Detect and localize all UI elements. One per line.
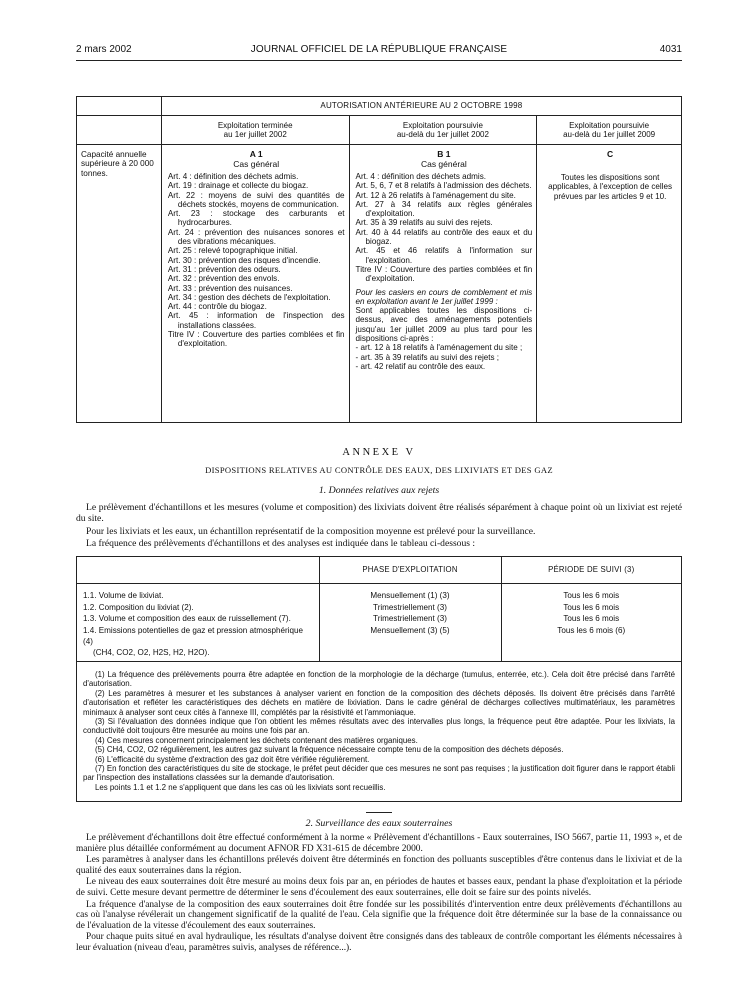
article-item: Art. 4 : définition des déchets admis. <box>355 172 487 181</box>
dash-item: - art. 35 à 39 relatifs au suivi des rejets ; <box>355 352 500 362</box>
note: (5) CH4, CO2, O2 régulièrement, les autres gaz suivant la fréquence nécessaire compte tenu de la composition des déchets déposés. <box>95 745 564 755</box>
article-item: Art. 4 : définition des déchets admis. <box>167 172 299 181</box>
separator-rule <box>366 812 392 813</box>
note: (3) Si l'évaluation des données indique que l'on obtient les mêmes résultats avec des intervalles plus longs, la fréquence peut être adaptée. Pour les lixiviats, la conductivité doit toujours être mesurée au moins une fois par an. <box>83 717 675 736</box>
paragraph: Le prélèvement d'échantillons doit être effectué conformément à la norme « Prélèvement d'échantillons - Eaux souterraines, ISO 5667, partie 11, 1993 », et de manière plus détaillée conformément au document AFNOR FD X31-615 de décembre 2000. <box>76 833 682 854</box>
note: (1) La fréquence des prélèvements pourra être adaptée en fonction de la morphologie de la décharge (tumulus, enterrée, etc.). Cela doit être précisé dans l'arrêté d'autorisation. <box>83 669 675 689</box>
cell-b-dash-list <box>356 343 533 371</box>
phase-values <box>319 584 501 662</box>
article-item: Art. 45 et 46 relatifs à l'information sur l'exploitation. <box>355 246 533 265</box>
row-label: 1.1. Volume de lixiviat. <box>83 591 164 600</box>
table-title: AUTORISATION ANTÉRIEURE AU 2 OCTOBRE 1998 <box>161 97 681 116</box>
section-1-body <box>76 502 682 551</box>
article-item: Art. 32 : prévention des envols. <box>167 274 280 284</box>
article-item: Art. 19 : drainage et collecte du biogaz. <box>167 181 309 191</box>
suivi-values <box>501 584 681 662</box>
paragraph: Pour chaque puits situé en aval hydraulique, les résultats d'analyse doivent être consignés dans des tableaux de contrôle comportant les éléments nécessaires à leur évaluation (niveau d'eau, paramètres suivis, analyses de référence...). <box>76 932 682 953</box>
article-item: Art. 25 : relevé topographique initial. <box>167 246 298 256</box>
cell-c-text: Toutes les dispositions sont applicables, à l'exception de celles prévues par les articles 9 et 10. <box>548 173 673 201</box>
col-header-phase: PHASE D'EXPLOITATION <box>319 557 501 584</box>
phase-value: Mensuellement (3) (5) <box>370 625 450 635</box>
cell-b-code: B 1 <box>437 149 451 159</box>
article-item: Art. 12 à 26 relatifs à l'aménagement du site. <box>355 190 516 200</box>
article-item: Art. 23 : stockage des carburants et hydrocarbures. <box>167 209 345 228</box>
journal-title: JOURNAL OFFICIEL DE LA RÉPUBLIQUE FRANÇAISE <box>250 44 508 55</box>
col-header-c: Exploitation poursuivie au-delà du 1er juillet 2009 <box>537 116 682 145</box>
page-number: 4031 <box>659 44 682 55</box>
col-header-b: Exploitation poursuivie au-delà du 1er juillet 2002 <box>349 116 537 145</box>
col-header-a: Exploitation terminée au 1er juillet 2002 <box>161 116 349 145</box>
section-1-title: 1. Données relatives aux rejets <box>318 485 440 496</box>
paragraph: Le niveau des eaux souterraines doit être mesuré au moins deux fois par an, en périodes de hautes et basses eaux, pendant la phase d'exploitation et la période de suivi. Cette mesure devant permettre de déterminer le sens d'écoulement des eaux souterraines, elle doit se faire sur des points nivelés. <box>76 877 682 898</box>
authorization-table <box>76 96 682 423</box>
gas-formula: (CH4, CO2, O2, H2S, H2, H2O). <box>93 647 210 657</box>
frequency-table <box>76 556 682 802</box>
cell-b-para: Sont applicables toutes les dispositions ci-dessus, avec des aménagements potentiels jusqu'au 1er juillet 2009 au plus tard pour les dispositions ci-après : <box>355 306 533 344</box>
cell-b <box>349 145 537 423</box>
dash-item: - art. 12 à 18 relatifs à l'aménagement du site ; <box>355 343 523 353</box>
section-2-title: 2. Surveillance des eaux souterraines <box>305 818 453 829</box>
suivi-value: Tous les 6 mois <box>563 602 620 612</box>
note: (4) Ces mesures concernent principalement les déchets contenant des matières organiques. <box>95 735 418 745</box>
cell-b-list <box>356 172 533 284</box>
row-label: Capacité annuelle supérieure à 20 000 tonnes. <box>77 145 162 423</box>
annex-subtitle: DISPOSITIONS RELATIVES AU CONTRÔLE DES EAUX, DES LIXIVIATS ET DES GAZ <box>205 465 553 475</box>
cell-a-list <box>168 172 345 349</box>
header-rule <box>76 60 682 61</box>
header-date: 2 mars 2002 <box>76 44 132 55</box>
cell-b-case: Cas général <box>420 159 467 169</box>
note: Les points 1.1 et 1.2 ne s'appliquent que dans les cas où les lixiviats sont recueillis. <box>95 782 386 792</box>
article-item: Art. 5, 6, 7 et 8 relatifs à l'admission des déchets. <box>355 181 532 191</box>
paragraph: La fréquence des prélèvements d'échantillons et des analyses est indiquée dans le tableau ci-dessous : <box>86 538 476 550</box>
article-item: Titre IV : Couverture des parties comblées et fin d'exploitation. <box>167 330 345 349</box>
page-header <box>76 44 682 58</box>
cell-a <box>161 145 349 423</box>
article-item: Art. 30 : prévention des risques d'incendie. <box>167 255 321 265</box>
note: (6) L'efficacité du système d'extraction des gaz doit être vérifiée régulièrement. <box>95 754 370 764</box>
suivi-value: Tous les 6 mois <box>563 614 620 624</box>
suivi-value: Tous les 6 mois <box>563 591 620 600</box>
row-label: 1.3. Volume et composition des eaux de ruissellement (7). <box>83 614 291 624</box>
note: (7) En fonction des caractéristiques du site de stockage, le préfet peut décider que ces mesures ne sont pas requises ; la justification doit figurer dans le rapport établi par l'inspection des installations classées sur la demande d'autorisation. <box>83 764 675 783</box>
cell-c-code: C <box>607 149 614 159</box>
note: (2) Les paramètres à mesurer et les substances à analyser varient en fonction de la composition des déchets déposés. Ils doivent être précisés dans l'arrêté d'autorisation et refléter les caractéristiques des déchets en matière de lixiviation. Dans le cadre général de décharges collectives multimatériaux, les paramètres minimaux à analyser sont ceux cités à l'annexe III, complétés par la résistivité et l'ammoniaque. <box>83 688 675 717</box>
paragraph: La fréquence d'analyse de la composition des eaux souterraines doit être fondée sur les possibilités d'intervention entre deux prélèvements d'échantillons au cas où l'analyse révélerait un changement significatif de la qualité de l'eau. Cela signifie que la fréquence doit être déterminée sur la base de la connaissance ou de l'évaluation de la vitesse d'écoulement des eaux souterraines. <box>76 899 682 931</box>
cell-b-italic: Pour les casiers en cours de comblement et mis en exploitation avant le 1er juillet 1999 : <box>355 287 533 306</box>
paragraph: Les paramètres à analyser dans les échantillons prélevés doivent être déterminés en fonction des polluants susceptibles d'être contenus dans le lixiviat et de la qualité des eaux souterraines dans la région. <box>76 855 682 876</box>
paragraph: Le prélèvement d'échantillons et les mesures (volume et composition) des lixiviats doivent être réalisés séparément à chaque point où un lixiviat est rejeté du site. <box>76 502 682 525</box>
annex-title: ANNEXE V <box>342 447 416 458</box>
section-2-body <box>76 833 682 955</box>
phase-value: Trimestriellement (3) <box>373 602 447 612</box>
article-item: Art. 33 : prévention des nuisances. <box>167 283 293 293</box>
article-item: Art. 40 à 44 relatifs au contrôle des eaux et du biogaz. <box>355 227 533 247</box>
cell-c <box>537 145 682 423</box>
article-item: Art. 44 : contrôle du biogaz. <box>167 302 267 312</box>
paragraph: Pour les lixiviats et les eaux, un échantillon représentatif de la composition moyenne est prélevé pour la surveillance. <box>86 525 536 537</box>
table-notes <box>77 662 681 792</box>
article-item: Art. 35 à 39 relatifs au suivi des rejets. <box>355 218 493 228</box>
article-item: Art. 34 : gestion des déchets de l'exploitation. <box>167 292 331 302</box>
phase-value: Trimestriellement (3) <box>373 614 447 624</box>
cell-a-code: A 1 <box>249 149 263 159</box>
row-label: 1.4. Emissions potentielles de gaz et pression atmosphérique (4) <box>83 625 304 647</box>
row-label: 1.2. Composition du lixiviat (2). <box>83 602 194 612</box>
phase-value: Mensuellement (1) (3) <box>370 591 450 600</box>
dash-item: - art. 42 relatif au contrôle des eaux. <box>355 361 486 371</box>
article-item: Titre IV : Couverture des parties comblées et fin d'exploitation. <box>355 264 533 284</box>
article-item: Art. 45 : information de l'inspection des installations classées. <box>167 311 345 330</box>
article-item: Art. 22 : moyens de suivi des quantités de déchets stockés, moyens de communication. <box>167 190 345 209</box>
cell-a-case: Cas général <box>233 159 280 169</box>
article-item: Art. 27 à 34 relatifs aux règles générales d'exploitation. <box>355 199 533 219</box>
article-item: Art. 24 : prévention des nuisances sonores et des vibrations mécaniques. <box>167 227 345 247</box>
suivi-value: Tous les 6 mois (6) <box>557 625 626 635</box>
row-labels <box>77 584 319 662</box>
col-header-suivi: PÉRIODE DE SUIVI (3) <box>501 557 681 584</box>
article-item: Art. 31 : prévention des odeurs. <box>167 264 281 274</box>
